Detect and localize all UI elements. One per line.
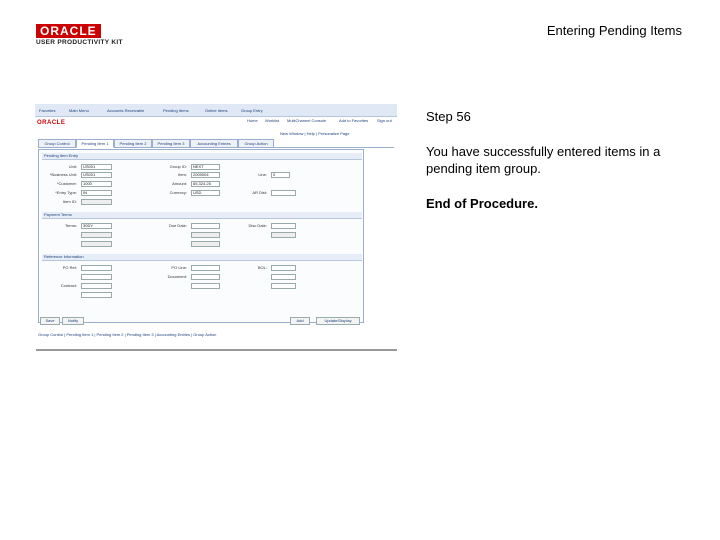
- readonly-field: [271, 232, 296, 238]
- document-label: Document:: [167, 274, 187, 279]
- form-row: [39, 232, 363, 239]
- tab-pending-item-1[interactable]: Pending Item 1: [76, 139, 114, 148]
- section-pending-entry: Pending Item Entry: [42, 153, 362, 160]
- unit-field[interactable]: US001: [81, 164, 112, 170]
- form-row: [39, 223, 363, 230]
- form-row: [39, 190, 363, 197]
- link-sign-out[interactable]: Sign out: [377, 118, 392, 123]
- form-row: [39, 199, 363, 206]
- reference-field[interactable]: [191, 283, 220, 289]
- customer-label: *Customer:: [56, 181, 77, 186]
- form-row: [39, 172, 363, 179]
- line-field[interactable]: 0: [271, 172, 290, 178]
- group-id-label: Group ID:: [169, 164, 187, 169]
- screenshot-brand: ORACLE: [37, 120, 66, 126]
- terms-field[interactable]: 30DY: [81, 223, 112, 229]
- update-display-button[interactable]: Update/Display: [316, 317, 360, 325]
- screenshot-form: [38, 149, 364, 323]
- item-field[interactable]: 2009004: [191, 172, 220, 178]
- reference-field[interactable]: [81, 274, 112, 280]
- step-panel: [426, 108, 696, 212]
- screenshot-top-links: [247, 116, 397, 124]
- nav-item-accounts-receivable[interactable]: Accounts Receivable: [107, 108, 145, 113]
- nav-item-online-items[interactable]: Online Items: [205, 108, 228, 113]
- link-add-favorites[interactable]: Add to Favorites: [339, 118, 369, 123]
- business-unit-label: *Business Unit:: [49, 172, 77, 177]
- reference-field[interactable]: [271, 274, 296, 280]
- po-ref-label: PO Ref:: [62, 265, 77, 270]
- item-id-field: [81, 199, 112, 205]
- application-screenshot: [35, 104, 397, 340]
- logo-oracle-text: ORACLE: [36, 24, 101, 38]
- screenshot-footer-links[interactable]: Group Control | Pending Item 1 | Pending Item 2 | Pending Item 3 | Accounting Entries | Group Action: [38, 332, 217, 337]
- form-row: [39, 164, 363, 171]
- reference-field[interactable]: [81, 292, 112, 298]
- customer-field[interactable]: 1000: [81, 181, 112, 187]
- section-reference: Reference Information: [42, 254, 362, 261]
- currency-label: Currency:: [169, 190, 187, 195]
- due-date-label: Due Date:: [168, 223, 187, 228]
- amount-label: Amount:: [172, 181, 187, 186]
- disc-date-field[interactable]: [271, 223, 296, 229]
- line-label: Line:: [258, 172, 267, 177]
- form-row: [39, 265, 363, 272]
- tab-group-action[interactable]: Group Action: [238, 139, 274, 148]
- nav-item-pending-items[interactable]: Pending Items: [163, 108, 189, 113]
- disc-date-label: Disc Date:: [248, 223, 267, 228]
- document-field[interactable]: [191, 274, 220, 280]
- oracle-upk-logo: [36, 24, 156, 48]
- form-row: [39, 283, 363, 290]
- ar-dist-field[interactable]: [271, 190, 296, 196]
- save-button[interactable]: Save: [40, 317, 60, 325]
- link-home[interactable]: Home: [247, 118, 258, 123]
- tab-group-control[interactable]: Group Control: [38, 139, 76, 148]
- po-ref-field[interactable]: [81, 265, 112, 271]
- tab-accounting-entries[interactable]: Accounting Entries: [190, 139, 238, 148]
- form-row: [39, 241, 363, 248]
- page-title: Entering Pending Items: [546, 23, 682, 38]
- link-worklist[interactable]: Worklist: [265, 118, 280, 123]
- business-unit-field[interactable]: US001: [81, 172, 112, 178]
- nav-item-main-menu[interactable]: Main Menu: [69, 108, 89, 113]
- amount-field[interactable]: 65,324.25: [191, 181, 220, 187]
- tab-pending-item-3[interactable]: Pending Item 3: [152, 139, 190, 148]
- form-row: [39, 292, 363, 299]
- link-multichannel[interactable]: MultiChannel Console: [287, 118, 327, 123]
- due-date-field[interactable]: [191, 223, 220, 229]
- entry-type-label: *Entry Type:: [55, 190, 77, 195]
- readonly-field: [191, 241, 220, 247]
- ar-dist-label: AR Dist:: [252, 190, 267, 195]
- readonly-field: [81, 232, 112, 238]
- tab-pending-item-2[interactable]: Pending Item 2: [114, 139, 152, 148]
- contract-label: Contract:: [60, 283, 77, 288]
- reference-field[interactable]: [271, 283, 296, 289]
- group-id-field[interactable]: NEXT: [191, 164, 220, 170]
- screenshot-sub-links[interactable]: New Window | Help | Personalize Page: [280, 131, 350, 136]
- bol-field[interactable]: [271, 265, 296, 271]
- contract-field[interactable]: [81, 283, 112, 289]
- step-message: You have successfully entered items in a pending item group.: [426, 144, 661, 176]
- readonly-field: [191, 232, 220, 238]
- currency-field[interactable]: USD: [191, 190, 220, 196]
- po-line-label: PO Line:: [171, 265, 187, 270]
- unit-label: Unit:: [68, 164, 77, 169]
- screenshot-tabs: [38, 139, 394, 148]
- form-row: [39, 274, 363, 281]
- item-label: Item:: [178, 172, 187, 177]
- po-line-field[interactable]: [191, 265, 220, 271]
- form-row: [39, 181, 363, 188]
- nav-item-group-entry[interactable]: Group Entry: [241, 108, 263, 113]
- add-button[interactable]: Add: [290, 317, 310, 325]
- end-of-procedure: End of Procedure.: [426, 196, 538, 211]
- item-id-label: Item ID:: [62, 199, 77, 204]
- readonly-field: [81, 241, 112, 247]
- section-payment-terms: Payment Terms: [42, 212, 362, 219]
- screenshot-divider: [36, 349, 397, 351]
- notify-button[interactable]: Notify: [62, 317, 84, 325]
- step-number: Step 56: [426, 109, 471, 124]
- nav-item-favorites[interactable]: Favorites: [39, 108, 56, 113]
- logo-subtitle: USER PRODUCTIVITY KIT: [36, 39, 123, 46]
- entry-type-field[interactable]: IN: [81, 190, 112, 196]
- terms-label: Terms:: [65, 223, 77, 228]
- bol-label: BOL:: [257, 265, 267, 270]
